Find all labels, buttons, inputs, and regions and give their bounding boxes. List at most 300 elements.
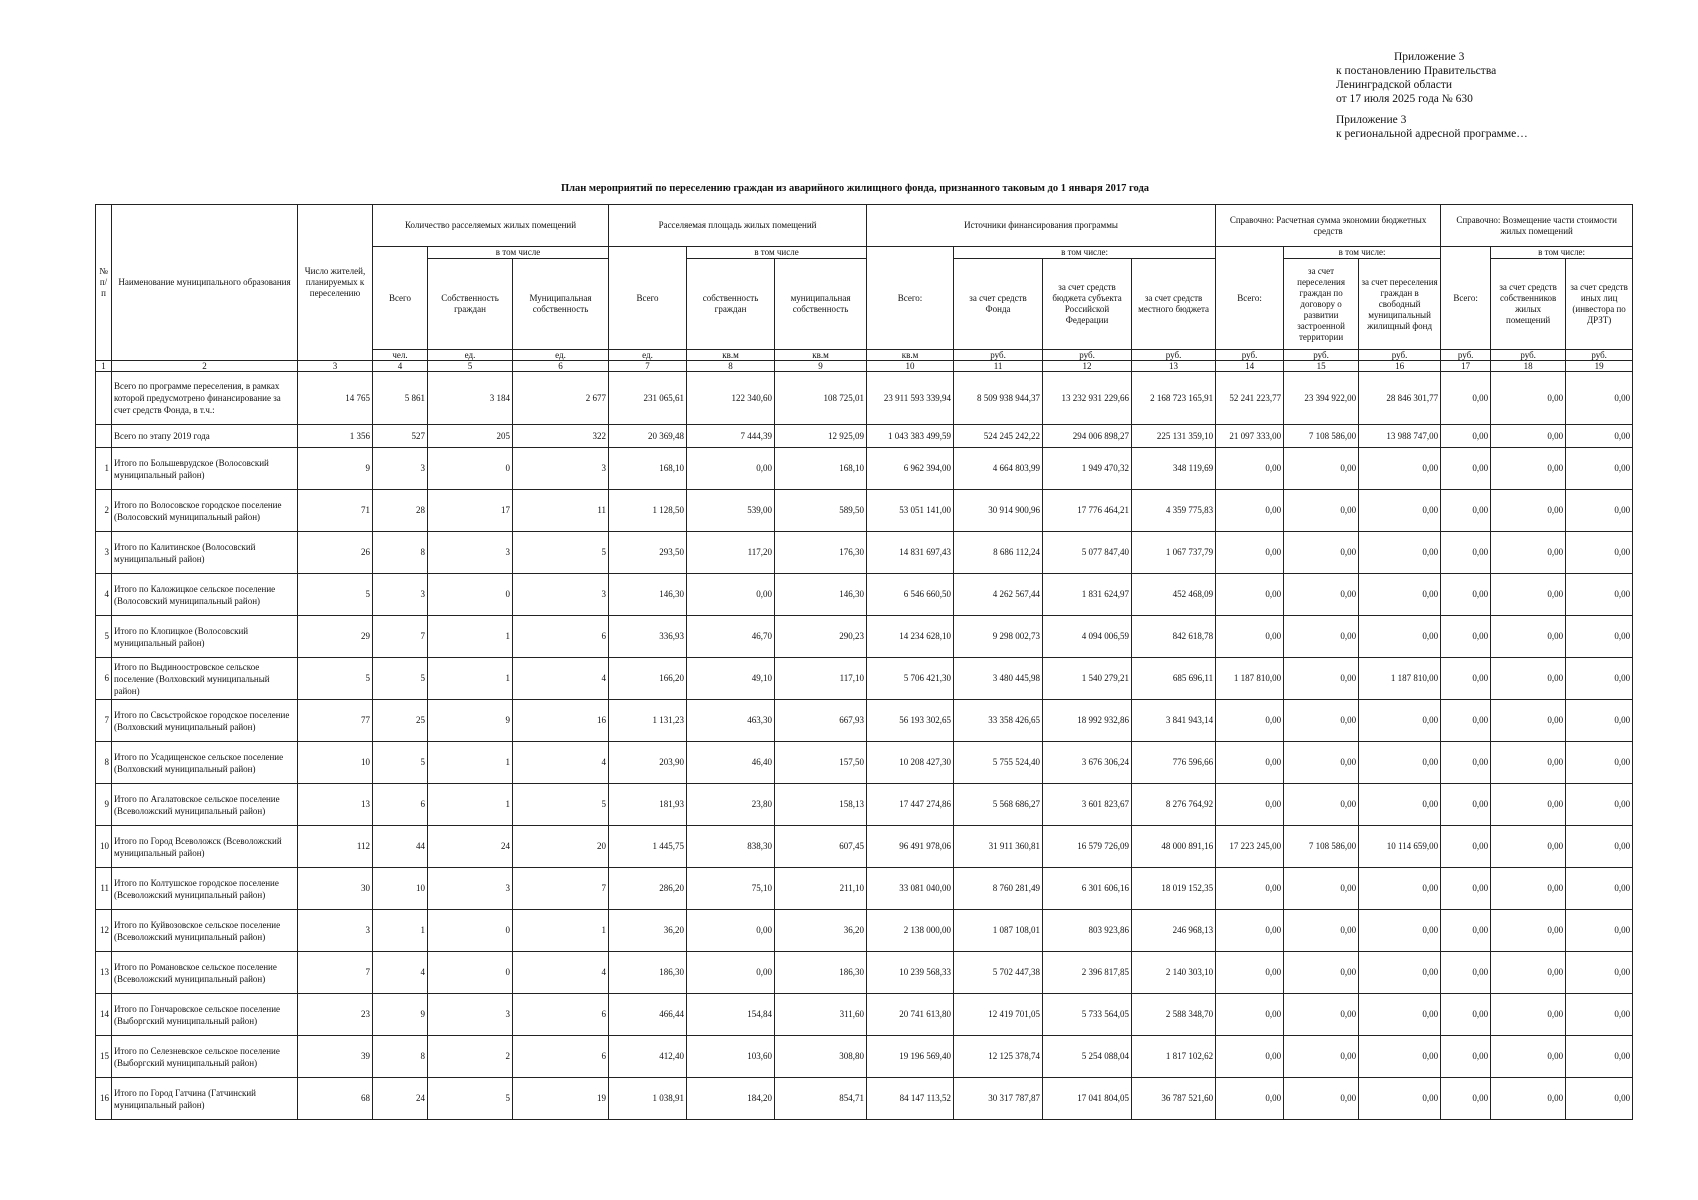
value-cell: 336,93 (609, 616, 687, 658)
value-cell: 854,71 (775, 1078, 867, 1120)
header-c7: Всего (609, 247, 687, 350)
value-cell: 1 445,75 (609, 826, 687, 868)
value-cell: 5 702 447,38 (954, 952, 1043, 994)
value-cell: 1 (428, 742, 513, 784)
value-cell: 0,00 (1359, 448, 1441, 490)
value-cell: 0,00 (1359, 994, 1441, 1036)
value-cell: 5 (373, 658, 428, 700)
column-index-cell: 11 (954, 361, 1043, 372)
table-row (96, 826, 1633, 868)
value-cell: 0,00 (1284, 1078, 1359, 1120)
value-cell: 3 676 306,24 (1043, 742, 1132, 784)
value-cell: 4 359 775,83 (1132, 490, 1216, 532)
value-cell: 0,00 (1359, 616, 1441, 658)
value-cell: 0,00 (1441, 700, 1491, 742)
value-cell: 0,00 (1359, 700, 1441, 742)
value-cell: 7 108 586,00 (1284, 826, 1359, 868)
value-cell: 308,80 (775, 1036, 867, 1078)
value-cell: 2 138 000,00 (867, 910, 954, 952)
value-cell: 1 038,91 (609, 1078, 687, 1120)
value-cell: 3 (373, 574, 428, 616)
value-cell: 24 (428, 826, 513, 868)
value-cell: 0,00 (1566, 448, 1633, 490)
column-index-cell: 15 (1284, 361, 1359, 372)
table-row (96, 490, 1633, 532)
value-cell: 0 (428, 574, 513, 616)
value-cell: 12 925,09 (775, 425, 867, 448)
plan-table (95, 204, 1633, 1120)
value-cell: 168,10 (609, 448, 687, 490)
value-cell: 6 (373, 784, 428, 826)
municipality-name: Итого по Гончаровское сельское поселение (Выборгский муниципальный район) (112, 994, 298, 1036)
unit-cell: ед. (609, 350, 687, 361)
value-cell: 52 241 223,77 (1216, 372, 1284, 425)
value-cell: 0,00 (1216, 868, 1284, 910)
value-cell: 0,00 (1566, 372, 1633, 425)
value-cell: 0,00 (1359, 742, 1441, 784)
value-cell: 3 (513, 574, 609, 616)
value-cell: 36,20 (775, 910, 867, 952)
row-number: 5 (96, 616, 112, 658)
value-cell: 1 949 470,32 (1043, 448, 1132, 490)
value-cell: 0,00 (1441, 784, 1491, 826)
value-cell: 20 (513, 826, 609, 868)
value-cell: 0,00 (1441, 490, 1491, 532)
value-cell: 0,00 (1491, 784, 1566, 826)
value-cell: 1 131,23 (609, 700, 687, 742)
value-cell: 0,00 (1359, 1036, 1441, 1078)
table-row (96, 952, 1633, 994)
value-cell: 5 706 421,30 (867, 658, 954, 700)
unit-cell: руб. (1216, 350, 1284, 361)
unit-cell: чел. (373, 350, 428, 361)
value-cell: 23 394 922,00 (1284, 372, 1359, 425)
unit-cell: кв.м (867, 350, 954, 361)
column-index-cell: 18 (1491, 361, 1566, 372)
value-cell: 1 043 383 499,59 (867, 425, 954, 448)
column-index-cell: 5 (428, 361, 513, 372)
value-cell: 49,10 (687, 658, 775, 700)
value-cell: 12 419 701,05 (954, 994, 1043, 1036)
value-cell: 7 444,39 (687, 425, 775, 448)
header-incl: в том числе (428, 247, 609, 259)
value-cell: 0,00 (1566, 658, 1633, 700)
value-cell: 17 223 245,00 (1216, 826, 1284, 868)
value-cell: 0,00 (1491, 425, 1566, 448)
value-cell: 5 (428, 1078, 513, 1120)
value-cell: 0,00 (1441, 742, 1491, 784)
value-cell: 176,30 (775, 532, 867, 574)
value-cell: 158,13 (775, 784, 867, 826)
table-row (96, 658, 1633, 700)
value-cell: 3 (373, 448, 428, 490)
header-group-area: Расселяемая площадь жилых помещений (609, 205, 867, 247)
value-cell: 685 696,11 (1132, 658, 1216, 700)
value-cell: 0,00 (1491, 658, 1566, 700)
value-cell: 10 239 568,33 (867, 952, 954, 994)
municipality-name: Итого по Волосовское городское поселение (Волосовский муниципальный район) (112, 490, 298, 532)
value-cell: 0,00 (1284, 910, 1359, 952)
value-cell: 0,00 (1491, 700, 1566, 742)
value-cell: 0,00 (687, 910, 775, 952)
value-cell: 0,00 (1566, 742, 1633, 784)
header-c14: Всего: (1216, 247, 1284, 350)
value-cell: 0,00 (1359, 952, 1441, 994)
value-cell: 3 480 445,98 (954, 658, 1043, 700)
value-cell: 1 (428, 658, 513, 700)
header-c17: Всего: (1441, 247, 1491, 350)
row-number: 11 (96, 868, 112, 910)
value-cell: 23,80 (687, 784, 775, 826)
value-cell: 1 (428, 616, 513, 658)
value-cell: 246 968,13 (1132, 910, 1216, 952)
document-title: План мероприятий по переселению граждан из аварийного жилищного фонда, признанного таковым до 1 января 2017 года (560, 183, 1150, 194)
value-cell: 84 147 113,52 (867, 1078, 954, 1120)
value-cell: 0,00 (1566, 532, 1633, 574)
column-index-cell: 6 (513, 361, 609, 372)
value-cell: 2 168 723 165,91 (1132, 372, 1216, 425)
value-cell: 3 (428, 532, 513, 574)
value-cell: 0,00 (1491, 826, 1566, 868)
value-cell: 0,00 (1566, 784, 1633, 826)
value-cell: 0,00 (1491, 910, 1566, 952)
value-cell: 8 760 281,49 (954, 868, 1043, 910)
value-cell: 186,30 (609, 952, 687, 994)
header-block (1336, 50, 1636, 141)
value-cell: 0,00 (1216, 700, 1284, 742)
table-row (96, 616, 1633, 658)
value-cell: 24 (373, 1078, 428, 1120)
header-c10: Всего: (867, 247, 954, 350)
unit-cell: кв.м (775, 350, 867, 361)
value-cell: 0,00 (1359, 490, 1441, 532)
value-cell: 4 262 567,44 (954, 574, 1043, 616)
municipality-name: Итого по Усадищенское сельское поселение (Волховский муниципальный район) (112, 742, 298, 784)
table-row (96, 1078, 1633, 1120)
value-cell: 0,00 (1284, 742, 1359, 784)
row-number: 2 (96, 490, 112, 532)
value-cell: 1 831 624,97 (1043, 574, 1132, 616)
value-cell: 0,00 (1441, 532, 1491, 574)
value-cell: 44 (373, 826, 428, 868)
value-cell: 46,40 (687, 742, 775, 784)
table-row (96, 994, 1633, 1036)
value-cell: 0,00 (1284, 994, 1359, 1036)
value-cell: 181,93 (609, 784, 687, 826)
header-c11: за счет средств Фонда (954, 259, 1043, 350)
value-cell: 154,84 (687, 994, 775, 1036)
value-cell: 1 (373, 910, 428, 952)
value-cell: 9 (373, 994, 428, 1036)
unit-cell: руб. (1284, 350, 1359, 361)
value-cell: 17 041 804,05 (1043, 1078, 1132, 1120)
header-line: к региональной адресной программе… (1336, 128, 1528, 140)
value-cell: 0,00 (1284, 574, 1359, 616)
value-cell: 0,00 (687, 448, 775, 490)
column-index-cell: 19 (1566, 361, 1633, 372)
row-number: 1 (96, 448, 112, 490)
value-cell: 0,00 (1566, 425, 1633, 448)
value-cell: 4 (513, 658, 609, 700)
value-cell: 6 (513, 994, 609, 1036)
value-cell: 5 (373, 742, 428, 784)
value-cell: 5 (298, 658, 373, 700)
value-cell: 184,20 (687, 1078, 775, 1120)
value-cell: 589,50 (775, 490, 867, 532)
value-cell: 5 254 088,04 (1043, 1036, 1132, 1078)
value-cell: 36,20 (609, 910, 687, 952)
header-incl: в том числе (687, 247, 867, 259)
value-cell: 5 (513, 784, 609, 826)
value-cell: 13 232 931 229,66 (1043, 372, 1132, 425)
column-index-cell: 14 (1216, 361, 1284, 372)
value-cell: 96 491 978,06 (867, 826, 954, 868)
value-cell: 0,00 (1491, 1078, 1566, 1120)
municipality-name: Итого по Каложицкое сельское поселение (Волосовский муниципальный район) (112, 574, 298, 616)
value-cell: 17 (428, 490, 513, 532)
value-cell: 23 (298, 994, 373, 1036)
value-cell: 1 187 810,00 (1359, 658, 1441, 700)
municipality-name: Итого по Клопицкое (Волосовский муниципальный район) (112, 616, 298, 658)
row-number: 10 (96, 826, 112, 868)
value-cell: 0,00 (1566, 994, 1633, 1036)
header-line: к постановлению Правительства (1336, 65, 1497, 77)
value-cell: 412,40 (609, 1036, 687, 1078)
value-cell: 186,30 (775, 952, 867, 994)
value-cell: 28 846 301,77 (1359, 372, 1441, 425)
value-cell: 9 (428, 700, 513, 742)
value-cell: 5 733 564,05 (1043, 994, 1132, 1036)
value-cell: 10 (298, 742, 373, 784)
value-cell: 294 006 898,27 (1043, 425, 1132, 448)
value-cell: 9 (298, 448, 373, 490)
value-cell: 0,00 (1359, 574, 1441, 616)
value-cell: 0,00 (1284, 658, 1359, 700)
value-cell: 225 131 359,10 (1132, 425, 1216, 448)
value-cell: 2 140 303,10 (1132, 952, 1216, 994)
value-cell: 18 019 152,35 (1132, 868, 1216, 910)
value-cell: 607,45 (775, 826, 867, 868)
value-cell: 838,30 (687, 826, 775, 868)
value-cell: 2 677 (513, 372, 609, 425)
value-cell: 5 861 (373, 372, 428, 425)
value-cell: 4 (373, 952, 428, 994)
column-index-cell: 2 (112, 361, 298, 372)
value-cell: 7 (298, 952, 373, 994)
row-number: 15 (96, 1036, 112, 1078)
municipality-name: Итого по Колтушское городское поселение (Всеволожский муниципальный район) (112, 868, 298, 910)
value-cell: 10 (373, 868, 428, 910)
value-cell: 0,00 (1216, 616, 1284, 658)
value-cell: 25 (373, 700, 428, 742)
value-cell: 75,10 (687, 868, 775, 910)
value-cell: 31 911 360,81 (954, 826, 1043, 868)
value-cell: 0,00 (1441, 826, 1491, 868)
value-cell: 0,00 (1216, 448, 1284, 490)
value-cell: 17 447 274,86 (867, 784, 954, 826)
value-cell: 33 081 040,00 (867, 868, 954, 910)
value-cell: 0,00 (1566, 490, 1633, 532)
municipality-name: Итого по Свсьстройское городское поселение (Волховский муниципальный район) (112, 700, 298, 742)
value-cell: 5 (513, 532, 609, 574)
value-cell: 0,00 (1359, 532, 1441, 574)
value-cell: 0,00 (1491, 532, 1566, 574)
municipality-name: Итого по Агалатовское сельское поселение (Всеволожский муниципальный район) (112, 784, 298, 826)
header-group-rooms: Количество расселяемых жилых помещений (373, 205, 609, 247)
value-cell: 0,00 (1566, 700, 1633, 742)
value-cell: 1 540 279,21 (1043, 658, 1132, 700)
value-cell: 1 187 810,00 (1216, 658, 1284, 700)
column-index-cell: 4 (373, 361, 428, 372)
value-cell: 30 317 787,87 (954, 1078, 1043, 1120)
value-cell: 0,00 (1284, 700, 1359, 742)
value-cell: 21 097 333,00 (1216, 425, 1284, 448)
value-cell: 3 (513, 448, 609, 490)
header-c16: за счет переселения граждан в свободный муниципальный жилищный фонд (1359, 259, 1441, 350)
municipality-name: Всего по программе переселения, в рамках которой предусмотрено финансирование за счет средств Фонда, в т.ч.: (112, 372, 298, 425)
column-index-cell: 10 (867, 361, 954, 372)
value-cell: 30 914 900,96 (954, 490, 1043, 532)
value-cell: 0,00 (1284, 952, 1359, 994)
value-cell: 5 (298, 574, 373, 616)
value-cell: 0,00 (1441, 994, 1491, 1036)
value-cell: 0,00 (1566, 826, 1633, 868)
value-cell: 1 128,50 (609, 490, 687, 532)
value-cell: 7 (513, 868, 609, 910)
value-cell: 0,00 (687, 574, 775, 616)
value-cell: 14 765 (298, 372, 373, 425)
table-row (96, 700, 1633, 742)
header-group-savings: Справочно: Расчетная сумма экономии бюджетных средств (1216, 205, 1441, 247)
value-cell: 0,00 (1216, 574, 1284, 616)
value-cell: 0 (428, 952, 513, 994)
value-cell: 0,00 (1491, 1036, 1566, 1078)
value-cell: 7 108 586,00 (1284, 425, 1359, 448)
value-cell: 30 (298, 868, 373, 910)
row-number: 6 (96, 658, 112, 700)
column-index-cell: 3 (298, 361, 373, 372)
value-cell: 0,00 (1284, 868, 1359, 910)
unit-cell: руб. (1359, 350, 1441, 361)
value-cell: 1 067 737,79 (1132, 532, 1216, 574)
row-number: 9 (96, 784, 112, 826)
value-cell: 9 298 002,73 (954, 616, 1043, 658)
municipality-name: Итого по Селезневское сельское поселение (Выборгский муниципальный район) (112, 1036, 298, 1078)
value-cell: 0,00 (1216, 490, 1284, 532)
value-cell: 146,30 (609, 574, 687, 616)
value-cell: 68 (298, 1078, 373, 1120)
value-cell: 0,00 (1491, 616, 1566, 658)
value-cell: 0,00 (1441, 616, 1491, 658)
value-cell: 2 588 348,70 (1132, 994, 1216, 1036)
municipality-name: Итого по Большеврудское (Волосовский муниципальный район) (112, 448, 298, 490)
value-cell: 0,00 (1216, 532, 1284, 574)
value-cell: 0,00 (1441, 1036, 1491, 1078)
value-cell: 108 725,01 (775, 372, 867, 425)
value-cell: 53 051 141,00 (867, 490, 954, 532)
row-number: 14 (96, 994, 112, 1036)
value-cell: 0,00 (1491, 868, 1566, 910)
column-index-cell: 9 (775, 361, 867, 372)
value-cell: 0,00 (1491, 372, 1566, 425)
header-line: Приложение 3 (1336, 114, 1407, 126)
unit-cell: руб. (954, 350, 1043, 361)
row-number: 16 (96, 1078, 112, 1120)
value-cell: 524 245 242,22 (954, 425, 1043, 448)
value-cell: 157,50 (775, 742, 867, 784)
value-cell: 0,00 (1216, 994, 1284, 1036)
value-cell: 23 911 593 339,94 (867, 372, 954, 425)
value-cell: 146,30 (775, 574, 867, 616)
value-cell: 4 094 006,59 (1043, 616, 1132, 658)
value-cell: 4 664 803,99 (954, 448, 1043, 490)
unit-cell: кв.м (687, 350, 775, 361)
value-cell: 205 (428, 425, 513, 448)
value-cell: 0,00 (1566, 868, 1633, 910)
value-cell: 0,00 (1441, 372, 1491, 425)
value-cell: 3 184 (428, 372, 513, 425)
header-c13: за счет средств местного бюджета (1132, 259, 1216, 350)
municipality-name: Итого по Город Гатчина (Гатчинский муниципальный район) (112, 1078, 298, 1120)
value-cell: 0,00 (1491, 574, 1566, 616)
value-cell: 112 (298, 826, 373, 868)
value-cell: 77 (298, 700, 373, 742)
unit-cell: руб. (1566, 350, 1633, 361)
header-c4: Всего (373, 247, 428, 350)
value-cell: 0,00 (1441, 425, 1491, 448)
header-incl: в том числе: (1491, 247, 1633, 259)
value-cell: 10 114 659,00 (1359, 826, 1441, 868)
table-row (96, 910, 1633, 952)
value-cell: 290,23 (775, 616, 867, 658)
value-cell: 231 065,61 (609, 372, 687, 425)
value-cell: 168,10 (775, 448, 867, 490)
value-cell: 39 (298, 1036, 373, 1078)
value-cell: 166,20 (609, 658, 687, 700)
row-number: 12 (96, 910, 112, 952)
value-cell: 0,00 (1284, 1036, 1359, 1078)
value-cell: 0,00 (687, 952, 775, 994)
value-cell: 0,00 (1566, 1036, 1633, 1078)
column-index-cell: 17 (1441, 361, 1491, 372)
row-number: 13 (96, 952, 112, 994)
unit-cell: руб. (1491, 350, 1566, 361)
header-c8: собственность граждан (687, 259, 775, 350)
column-index-cell: 16 (1359, 361, 1441, 372)
value-cell: 3 601 823,67 (1043, 784, 1132, 826)
column-index-cell: 1 (96, 361, 112, 372)
value-cell: 0,00 (1284, 616, 1359, 658)
header-name: Наименование муниципального образования (112, 205, 298, 361)
unit-cell: руб. (1132, 350, 1216, 361)
value-cell: 20 369,48 (609, 425, 687, 448)
municipality-name: Итого по Куйвозовское сельское поселение (Всеволожский муниципальный район) (112, 910, 298, 952)
header-num: № п/ п (96, 205, 112, 361)
table-row (96, 372, 1633, 425)
value-cell: 4 (513, 742, 609, 784)
header-c5: Собственность граждан (428, 259, 513, 350)
header-line: Ленинградской области (1336, 79, 1453, 91)
header-c19: за счет средств иных лиц (инвестора по ДРЗТ) (1566, 259, 1633, 350)
value-cell: 0,00 (1441, 448, 1491, 490)
header-c9: муниципальная собственность (775, 259, 867, 350)
table-row (96, 868, 1633, 910)
value-cell: 0,00 (1441, 658, 1491, 700)
value-cell: 463,30 (687, 700, 775, 742)
value-cell: 203,90 (609, 742, 687, 784)
value-cell: 322 (513, 425, 609, 448)
value-cell: 13 988 747,00 (1359, 425, 1441, 448)
